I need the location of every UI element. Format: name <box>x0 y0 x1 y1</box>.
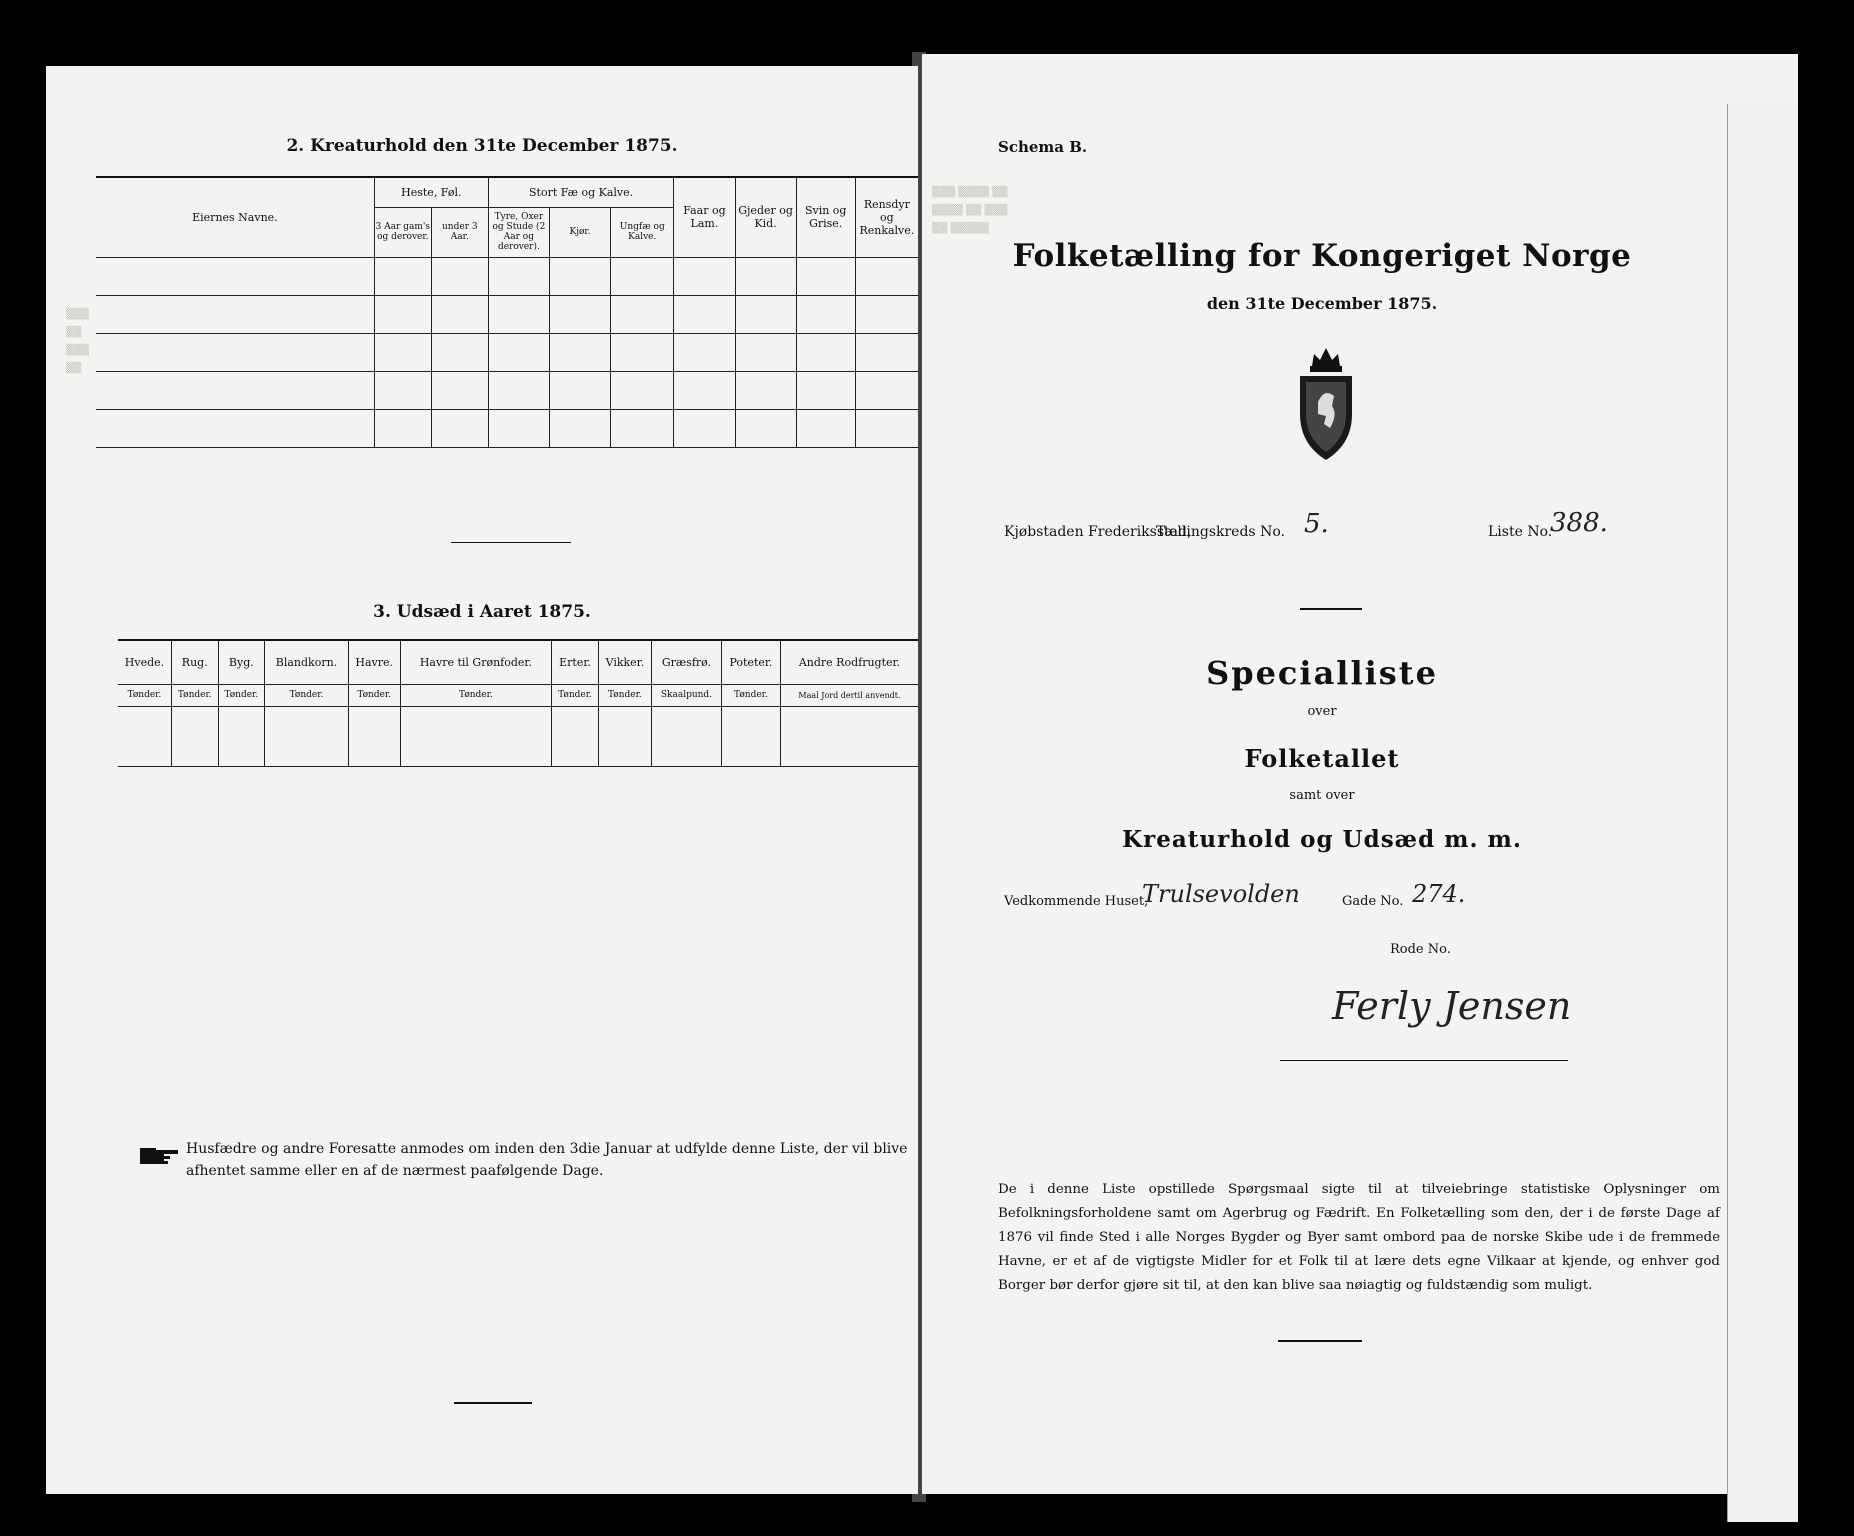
col-havre: Havre. <box>348 640 400 684</box>
signature-line <box>1280 1060 1568 1061</box>
unit-rug: Tønder. <box>171 684 218 706</box>
section2-title: 2. Kreaturhold den 31te December 1875. <box>286 136 678 156</box>
unit-blandkorn: Tønder. <box>265 684 349 706</box>
col-kjor: Kjør. <box>549 207 610 257</box>
udsaed-table <box>118 639 918 767</box>
coat-of-arms-icon <box>1294 344 1358 468</box>
left-page <box>46 66 918 1494</box>
bleed-through-text: ▒▒▒ ▒▒▒▒ ▒▒ ▒▒▒▒ ▒▒ ▒▒▒ ▒▒ ▒▒▒▒▒ <box>932 187 1008 234</box>
unit-poteter: Tønder. <box>721 684 780 706</box>
bleed-through-text: ▒▒▒ ▒▒ ▒▒▒ ▒▒ <box>66 309 90 374</box>
folketallet-title: Folketallet <box>1244 744 1400 773</box>
kreds-value: 5. <box>1304 509 1329 539</box>
liste-value: 388. <box>1550 508 1608 538</box>
unit-havre: Tønder. <box>348 684 400 706</box>
unit-graesfro: Skaalpund. <box>651 684 721 706</box>
col-andre-rodfrugter: Andre Rodfrugter. <box>780 640 918 684</box>
pointing-hand-icon <box>138 1142 180 1172</box>
kreaturhold-title: Kreaturhold og Udsæd m. m. <box>1122 826 1522 853</box>
divider-line <box>1300 608 1362 610</box>
schema-label: Schema B. <box>998 138 1088 156</box>
unit-vikker: Tønder. <box>598 684 651 706</box>
unit-andre: Maal Jord dertil anvendt. <box>780 684 918 706</box>
page-edge <box>1727 104 1798 1522</box>
col-erter: Erter. <box>552 640 599 684</box>
col-svin: Svin og Grise. <box>796 177 855 257</box>
rode-label: Rode No. <box>1390 942 1451 957</box>
main-title: Folketælling for Kongeriget Norge <box>1012 238 1632 274</box>
col-gjeder: Gjeder og Kid. <box>735 177 796 257</box>
col-vikker: Vikker. <box>598 640 651 684</box>
col-heste-under3: under 3 Aar. <box>431 207 488 257</box>
section3-title: 3. Udsæd i Aaret 1875. <box>373 602 591 622</box>
bottom-divider <box>454 1402 532 1404</box>
main-date: den 31te December 1875. <box>1206 294 1438 313</box>
col-faar: Faar og Lam. <box>674 177 735 257</box>
samt-over-label: samt over <box>1289 788 1355 803</box>
signature: Ferly Jensen <box>1332 984 1572 1028</box>
col-ungfae: Ungfæ og Kalve. <box>611 207 674 257</box>
gade-label: Gade No. <box>1342 894 1404 909</box>
col-byg: Byg. <box>218 640 265 684</box>
col-heste-3aar: 3 Aar gam's og derover. <box>374 207 431 257</box>
col-blandkorn: Blandkorn. <box>265 640 349 684</box>
kreds-label: Tællingskreds No. <box>1156 524 1285 540</box>
bottom-divider <box>1278 1340 1362 1342</box>
info-paragraph: De i denne Liste opstillede Spørgsmaal sigte til at tilveiebringe statistiske Oplysninger om Befolkningsforholdene samt om Agerbrug og Fædrift. En Folketælling som den, der i de første Dage af 1876 vil finde Sted i alle Norges Bygder og Byer samt ombord paa de norske Skibe ude i de fremmede Havne, er et af de vigtigste Midler for et Folk til at lære dets egne Vilkaar at kjende, og enhver god Borger bør derfor gjøre sit til, at den kan blive saa nøiagtig og fuldstændig som muligt. <box>998 1182 1720 1293</box>
col-tyre: Tyre, Oxer og Stude (2 Aar og derover). <box>488 207 549 257</box>
over-label: over <box>1307 704 1337 719</box>
col-graesfro: Græsfrø. <box>651 640 721 684</box>
gade-value: 274. <box>1412 880 1466 908</box>
vedkommende-label: Vedkommende Huset, <box>1004 894 1149 909</box>
col-heste-group: Heste, Føl. <box>374 177 488 207</box>
unit-byg: Tønder. <box>218 684 265 706</box>
unit-havre-gronfoder: Tønder. <box>400 684 552 706</box>
col-rensdyr: Rensdyr og Renkalve. <box>855 177 918 257</box>
col-stort-group: Stort Fæ og Kalve. <box>488 177 674 207</box>
col-rug: Rug. <box>171 640 218 684</box>
specialliste-title: Specialliste <box>1206 654 1438 692</box>
right-page <box>922 54 1798 1494</box>
kjobstad-label: Kjøbstaden Frederiksstad, <box>1004 524 1192 540</box>
col-hvede: Hvede. <box>118 640 171 684</box>
liste-label: Liste No. <box>1488 524 1553 540</box>
col-poteter: Poteter. <box>721 640 780 684</box>
vedkommende-value: Trulsevolden <box>1142 880 1300 908</box>
notice-text: Husfædre og andre Foresatte anmodes om inden den 3die Januar at udfylde denne Liste, der vil blive afhentet samme eller en af de nærmest paafølgende Dage. <box>186 1141 908 1179</box>
unit-hvede: Tønder. <box>118 684 171 706</box>
kreaturhold-table <box>96 176 918 448</box>
unit-erter: Tønder. <box>552 684 599 706</box>
col-havre-gronfoder: Havre til Grønfoder. <box>400 640 552 684</box>
col-eiernes-navne: Eiernes Navne. <box>96 177 374 257</box>
divider-line <box>451 542 571 543</box>
